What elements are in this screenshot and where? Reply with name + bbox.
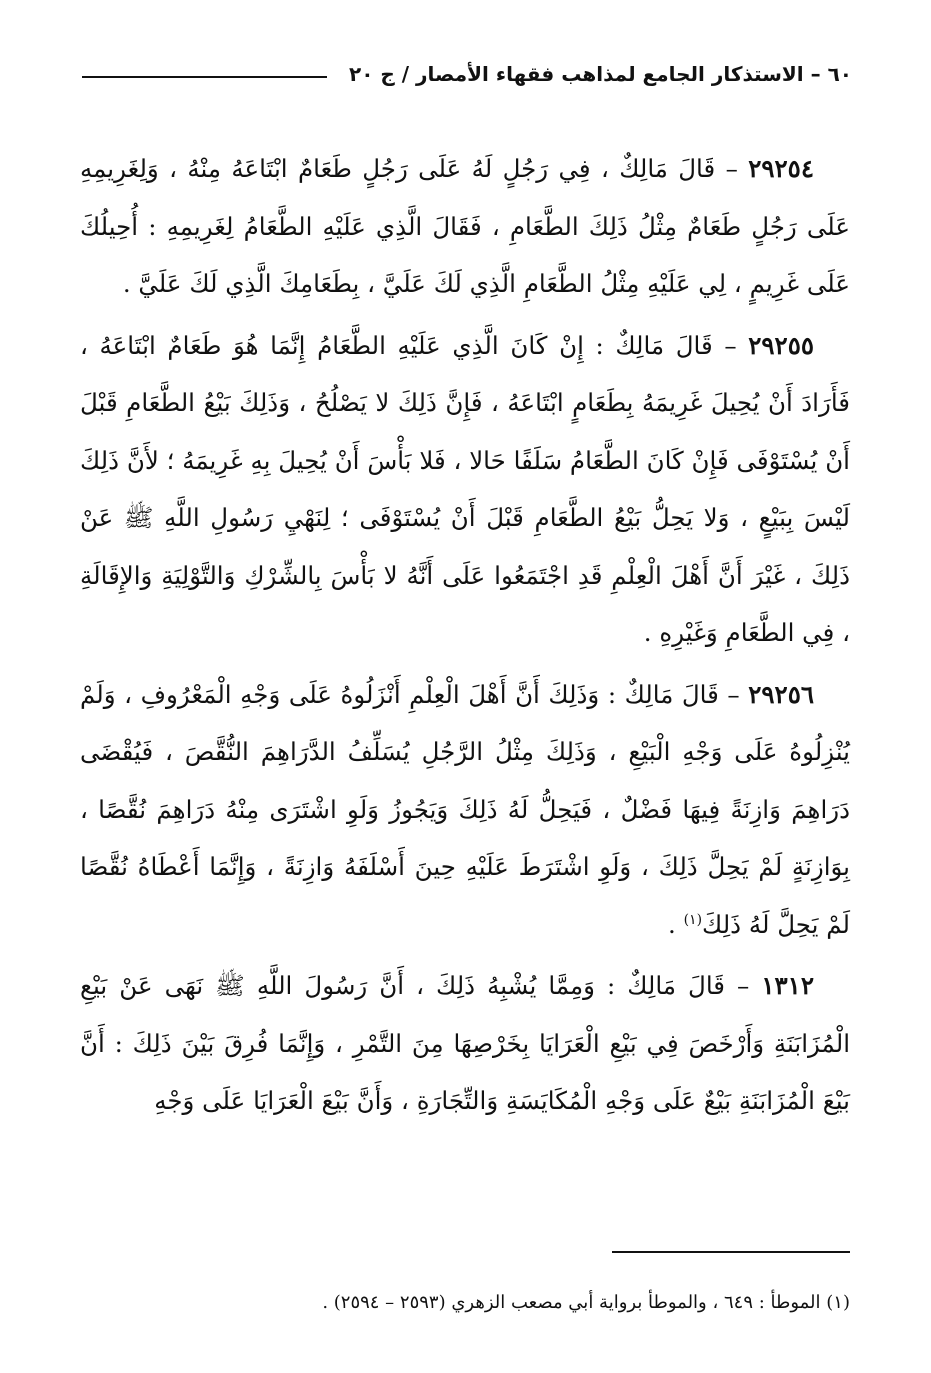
number-dash: – (715, 154, 749, 183)
number-dash: – (718, 679, 749, 709)
running-header (82, 58, 852, 90)
paragraph-29254 (80, 140, 850, 313)
main-text (80, 140, 850, 1130)
paragraph-end: . (668, 909, 684, 939)
number-dash: – (712, 330, 749, 360)
header-title: ٦٠ – الاستذكار الجامع لمذاهب فقهاء الأمصار / ج ٢٠ (348, 62, 852, 86)
paragraph-29256 (80, 666, 850, 954)
footnote-marker[interactable]: (١) (683, 911, 703, 928)
header-rule (82, 76, 327, 78)
paragraph-29255 (80, 317, 850, 662)
paragraph-text: قَالَ مَالِكٌ ، فِي رَجُلٍ لَهُ عَلَى رَجُلٍ طَعَامٌ ابْتَاعَهُ مِنْهُ ، وَلِغَرِيمِهِ عَلَى رَجُلٍ طَعَامٌ مِثْلُ ذَلِكَ الطَّعَامِ ، فَقَالَ الَّذِي عَلَيْهِ الطَّعَامُ لِغَرِيمِهِ : أُحِيلُكَ عَلَى غَرِيمٍ ، لِي عَلَيْهِ مِثْلُ الطَّعَامِ الَّذِي لَكَ عَلَيَّ ، بِطَعَامِكَ الَّذِي لَكَ عَلَيَّ . (80, 154, 850, 298)
paragraph-number: ١٣١٢ (761, 971, 814, 1000)
paragraph-1312 (80, 957, 850, 1130)
paragraph-text: قَالَ مَالِكٌ : وَمِمَّا يُشْبِهُ ذَلِكَ ، أَنَّ رَسُولَ اللَّهِ ﷺ نَهَى عَنْ بَيْعِ الْمُزَابَنَةِ وَأَرْخَصَ فِي بَيْعِ الْعَرَايَا بِخَرْصِهَا مِنَ التَّمْرِ ، وَإِنَّمَا فُرِقَ بَيْنَ ذَلِكَ : أَنَّ بَيْعَ الْمُزَابَنَةِ بَيْعٌ عَلَى وَجْهِ الْمُكَايَسَةِ وَالتِّجَارَةِ ، وَأَنَّ بَيْعَ الْعَرَايَا عَلَى وَجْهِ (80, 971, 850, 1115)
footnote: (١) الموطأ : ٦٤٩ ، والموطأ برواية أبي مصعب الزهري (٢٥٩٣ – ٢٥٩٤) . (322, 1292, 850, 1313)
paragraph-number: ٢٩٢٥٥ (748, 330, 815, 360)
paragraph-number: ٢٩٢٥٦ (748, 679, 815, 709)
paragraph-text: قَالَ مَالِكٌ : إِنْ كَانَ الَّذِي عَلَيْهِ الطَّعَامُ إِنَّمَا هُوَ طَعَامٌ ابْتَاعَهُ ، فَأَرَادَ أَنْ يُحِيلَ غَرِيمَهُ بِطَعَامٍ ابْتَاعَهُ ، فَإِنَّ ذَلِكَ لا يَصْلُحُ ، وَذَلِكَ بَيْعُ الطَّعَامِ قَبْلَ أَنْ يُسْتَوْفَى فَإِنْ كَانَ الطَّعَامُ سَلَفًا حَالا ، فَلا بَأْسَ أَنْ يُحِيلَ بِهِ غَرِيمَهُ ؛ لأَنَّ ذَلِكَ لَيْسَ بِبَيْعٍ ، وَلا يَحِلُّ بَيْعُ الطَّعَامِ قَبْلَ أَنْ يُسْتَوْفَى ؛ لِنَهْيِ رَسُولِ اللَّهِ ﷺ عَنْ ذَلِكَ ، غَيْرَ أَنَّ أَهْلَ الْعِلْمِ قَدِ اجْتَمَعُوا عَلَى أَنَّهُ لا بَأْسَ بِالشِّرْكِ وَالتَّوْلِيَةِ وَالإِقَالَةِ ، فِي الطَّعَامِ وَغَيْرِهِ . (80, 330, 850, 647)
footnote-separator (612, 1251, 850, 1253)
number-dash: – (725, 971, 762, 1000)
paragraph-text: قَالَ مَالِكٌ : وَذَلِكَ أَنَّ أَهْلَ الْعِلْمِ أَنْزَلُوهُ عَلَى وَجْهِ الْمَعْرُوفِ ، وَلَمْ يُنْزِلُوهُ عَلَى وَجْهِ الْبَيْعِ ، وَذَلِكَ مِثْلُ الرَّجُلِ يُسَلِّفُ الدَّرَاهِمَ النُّقَّصَ ، فَيُقْضَى دَرَاهِمَ وَازِنَةً فِيهَا فَضْلٌ ، فَيَحِلُّ لَهُ ذَلِكَ وَيَجُوزُ وَلَوِ اشْتَرَى مِنْهُ دَرَاهِمَ نُقَّصًا ، بِوَازِنَةٍ لَمْ يَحِلَّ ذَلِكَ ، وَلَوِ اشْتَرَطَ عَلَيْهِ حِينَ أَسْلَفَهُ وَازِنَةً ، وَإِنَّمَا أَعْطَاهُ نُقَّصًا لَمْ يَحِلَّ لَهُ ذَلِكَ (80, 679, 850, 939)
paragraph-number: ٢٩٢٥٤ (748, 154, 814, 183)
